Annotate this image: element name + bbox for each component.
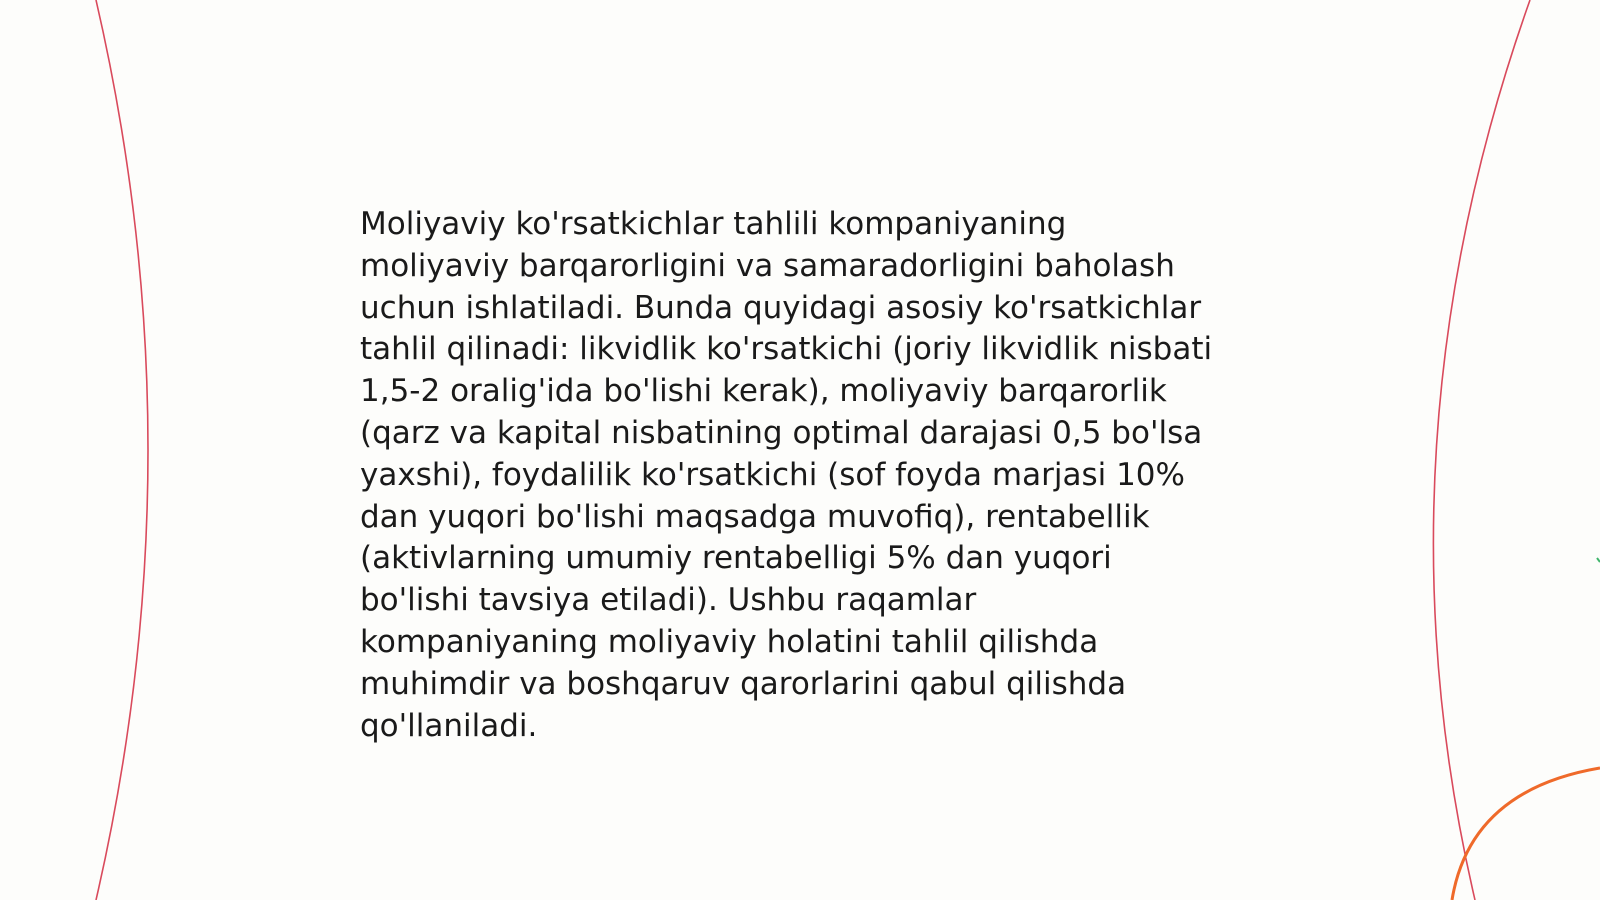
body-line: (qarz va kapital nisbatining optimal darajasi 0,5 bo'lsa xyxy=(360,414,1203,451)
left-curve xyxy=(96,0,148,900)
orange-arc xyxy=(1452,768,1600,900)
body-line: (aktivlarning umumiy rentabelligi 5% dan yuqori xyxy=(360,540,1112,577)
body-line: dan yuqori bo'lishi maqsadga muvofiq), rentabellik xyxy=(360,498,1150,535)
body-line: qo'llaniladi. xyxy=(360,707,538,744)
body-line: 1,5-2 oralig'ida bo'lishi kerak), moliyaviy barqarorlik xyxy=(360,373,1167,410)
body-line: kompaniyaning moliyaviy holatini tahlil qilishda xyxy=(360,623,1099,660)
body-line: moliyaviy barqarorligini va samaradorligini baholash xyxy=(360,247,1175,284)
body-line: yaxshi), foydalilik ko'rsatkichi (sof foyda marjasi 10% xyxy=(360,456,1185,493)
right-curve xyxy=(1433,0,1530,900)
body-line: uchun ishlatiladi. Bunda quyidagi asosiy ko'rsatkichlar xyxy=(360,289,1202,326)
body-line: tahlil qilinadi: likvidlik ko'rsatkichi (joriy likvidlik nisbati xyxy=(360,331,1213,368)
body-line: muhimdir va boshqaruv qarorlarini qabul qilishda xyxy=(360,665,1127,702)
body-line: bo'lishi tavsiya etiladi). Ushbu raqamlar xyxy=(360,582,977,619)
body-paragraph xyxy=(360,204,1250,747)
body-line: Moliyaviy ko'rsatkichlar tahlili kompaniyaning xyxy=(360,206,1067,242)
